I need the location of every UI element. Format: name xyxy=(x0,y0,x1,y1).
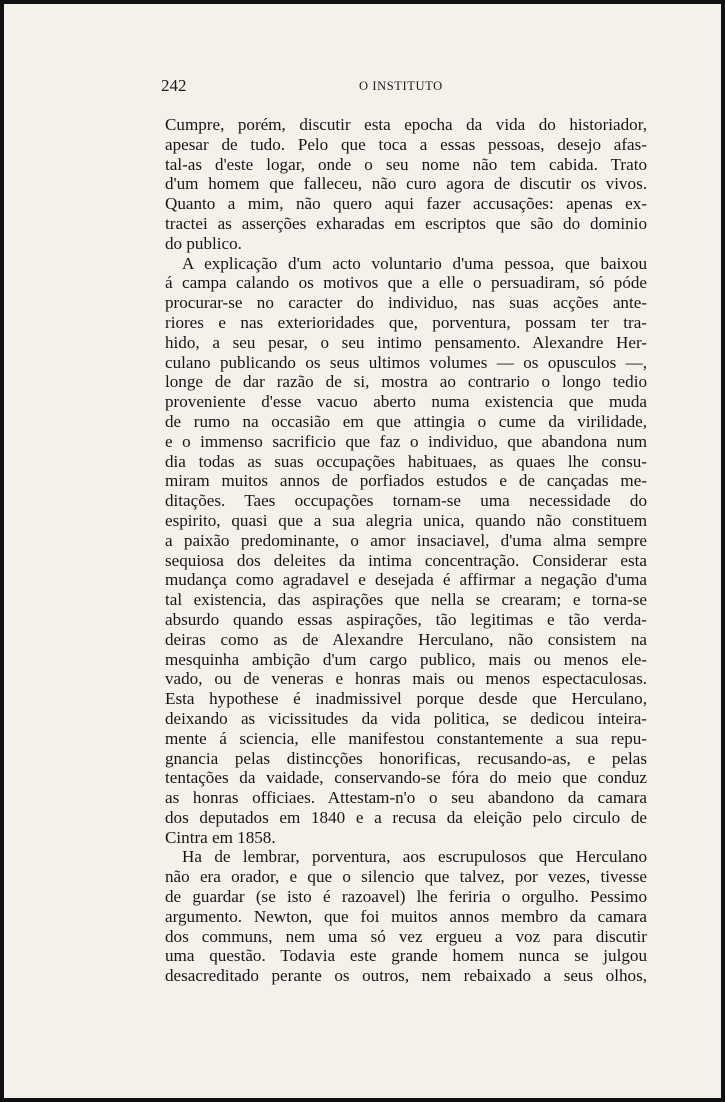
text-line: á campa calando os motivos que a elle o persuadiram, só póde xyxy=(165,273,647,293)
page-header xyxy=(4,76,721,102)
text-line: mente á sciencia, elle manifestou constantemente a sua repu- xyxy=(165,728,647,748)
text-line: hido, a seu pesar, o seu intimo pensamento. Alexandre Her- xyxy=(165,332,647,352)
text-line: Ha de lembrar, porventura, aos escrupulosos que Herculano xyxy=(182,847,647,867)
text-line: A explicação d'um acto voluntario d'uma pessoa, que baixou xyxy=(182,253,647,273)
text-line: tal-as d'este logar, onde o seu nome não tem cabida. Trato xyxy=(165,154,647,174)
text-line: espirito, quasi que a sua alegria unica, quando não constituem xyxy=(165,510,647,530)
text-line: dos deputados em 1840 e a recusa da eleição pelo circulo de xyxy=(165,807,647,827)
text-line: as honras officiaes. Attestam-n'o o seu abandono da camara xyxy=(165,788,647,808)
body-text xyxy=(165,115,647,986)
paragraph xyxy=(165,847,647,986)
page-number: 242 xyxy=(161,76,187,95)
paragraph xyxy=(165,254,647,848)
text-line: de guardar (se isto é razoavel) lhe feriria o orgulho. Pessimo xyxy=(165,887,647,907)
text-line: dia todas as suas occupações habituaes, as quaes lhe consu- xyxy=(165,451,647,471)
text-line: tal existencia, das aspirações que nella se crearam; e torna-se xyxy=(165,590,647,610)
running-title: O INSTITUTO xyxy=(359,79,443,93)
text-line: não era orador, e que o silencio que talvez, por vezes, tivesse xyxy=(165,867,647,887)
text-line: deiras como as de Alexandre Herculano, não consistem na xyxy=(165,629,647,649)
text-line: uma questão. Todavia este grande homem nunca se julgou xyxy=(165,946,647,966)
text-line: absurdo quando essas aspirações, tão legitimas e tão verda- xyxy=(165,609,647,629)
text-line: do publico. xyxy=(165,233,242,253)
paragraph xyxy=(165,115,647,254)
text-line: gnancia pelas distincções honorificas, recusando-as, e pelas xyxy=(165,748,647,768)
text-line: desacreditado perante os outros, nem rebaixado a seus olhos, xyxy=(165,966,647,986)
text-line: Quanto a mim, não quero aqui fazer accusações: apenas ex- xyxy=(165,194,647,214)
text-line: mesquinha ambição d'um cargo publico, mais ou menos ele- xyxy=(165,649,647,669)
text-line: mudança como agradavel e desejada é affirmar a negação d'uma xyxy=(165,570,647,590)
text-line: apesar de tudo. Pelo que toca a essas pessoas, desejo afas- xyxy=(165,134,647,154)
text-line: sequiosa dos deleites da intima concentração. Considerar esta xyxy=(165,550,647,570)
text-line: dos communs, nem uma só vez ergueu a voz para discutir xyxy=(165,926,647,946)
text-line: longe de dar razão de si, mostra ao contrario o longo tedio xyxy=(165,372,647,392)
text-line: a paixão predominante, o amor insaciavel, d'uma alma sempre xyxy=(165,530,647,550)
text-line: Esta hypothese é inadmissivel porque desde que Herculano, xyxy=(165,689,647,709)
text-line: vado, ou de veneras e honras mais ou menos espectaculosas. xyxy=(165,669,647,689)
text-line: riores e nas exterioridades que, porventura, possam ter tra- xyxy=(165,312,647,332)
text-line: procurar-se no caracter do individuo, nas suas acções ante- xyxy=(165,293,647,313)
text-line: argumento. Newton, que foi muitos annos membro da camara xyxy=(165,906,647,926)
text-line: ditações. Taes occupações tornam-se uma necessidade do xyxy=(165,491,647,511)
text-line: e o immenso sacrificio que faz o individuo, que abandona num xyxy=(165,431,647,451)
text-line: d'um homem que falleceu, não curo agora de discutir os vivos. xyxy=(165,174,647,194)
text-line: deixando as vicissitudes da vida politica, se dedicou inteira- xyxy=(165,708,647,728)
text-line: de rumo na occasião em que attingia o cume da virilidade, xyxy=(165,411,647,431)
text-line: Cumpre, porém, discutir esta epocha da vida do historiador, xyxy=(165,115,647,134)
text-line: tractei as asserções exharadas em escriptos que são do dominio xyxy=(165,213,647,233)
text-line: culano publicando os seus ultimos volumes — os opusculos —, xyxy=(165,352,647,372)
text-line: tentações da vaidade, conservando-se fóra do meio que conduz xyxy=(165,768,647,788)
text-line: Cintra em 1858. xyxy=(165,827,276,847)
text-line: miram muitos annos de porfiados estudos e de cançadas me- xyxy=(165,471,647,491)
text-line: proveniente d'esse vacuo aberto numa existencia que muda xyxy=(165,392,647,412)
